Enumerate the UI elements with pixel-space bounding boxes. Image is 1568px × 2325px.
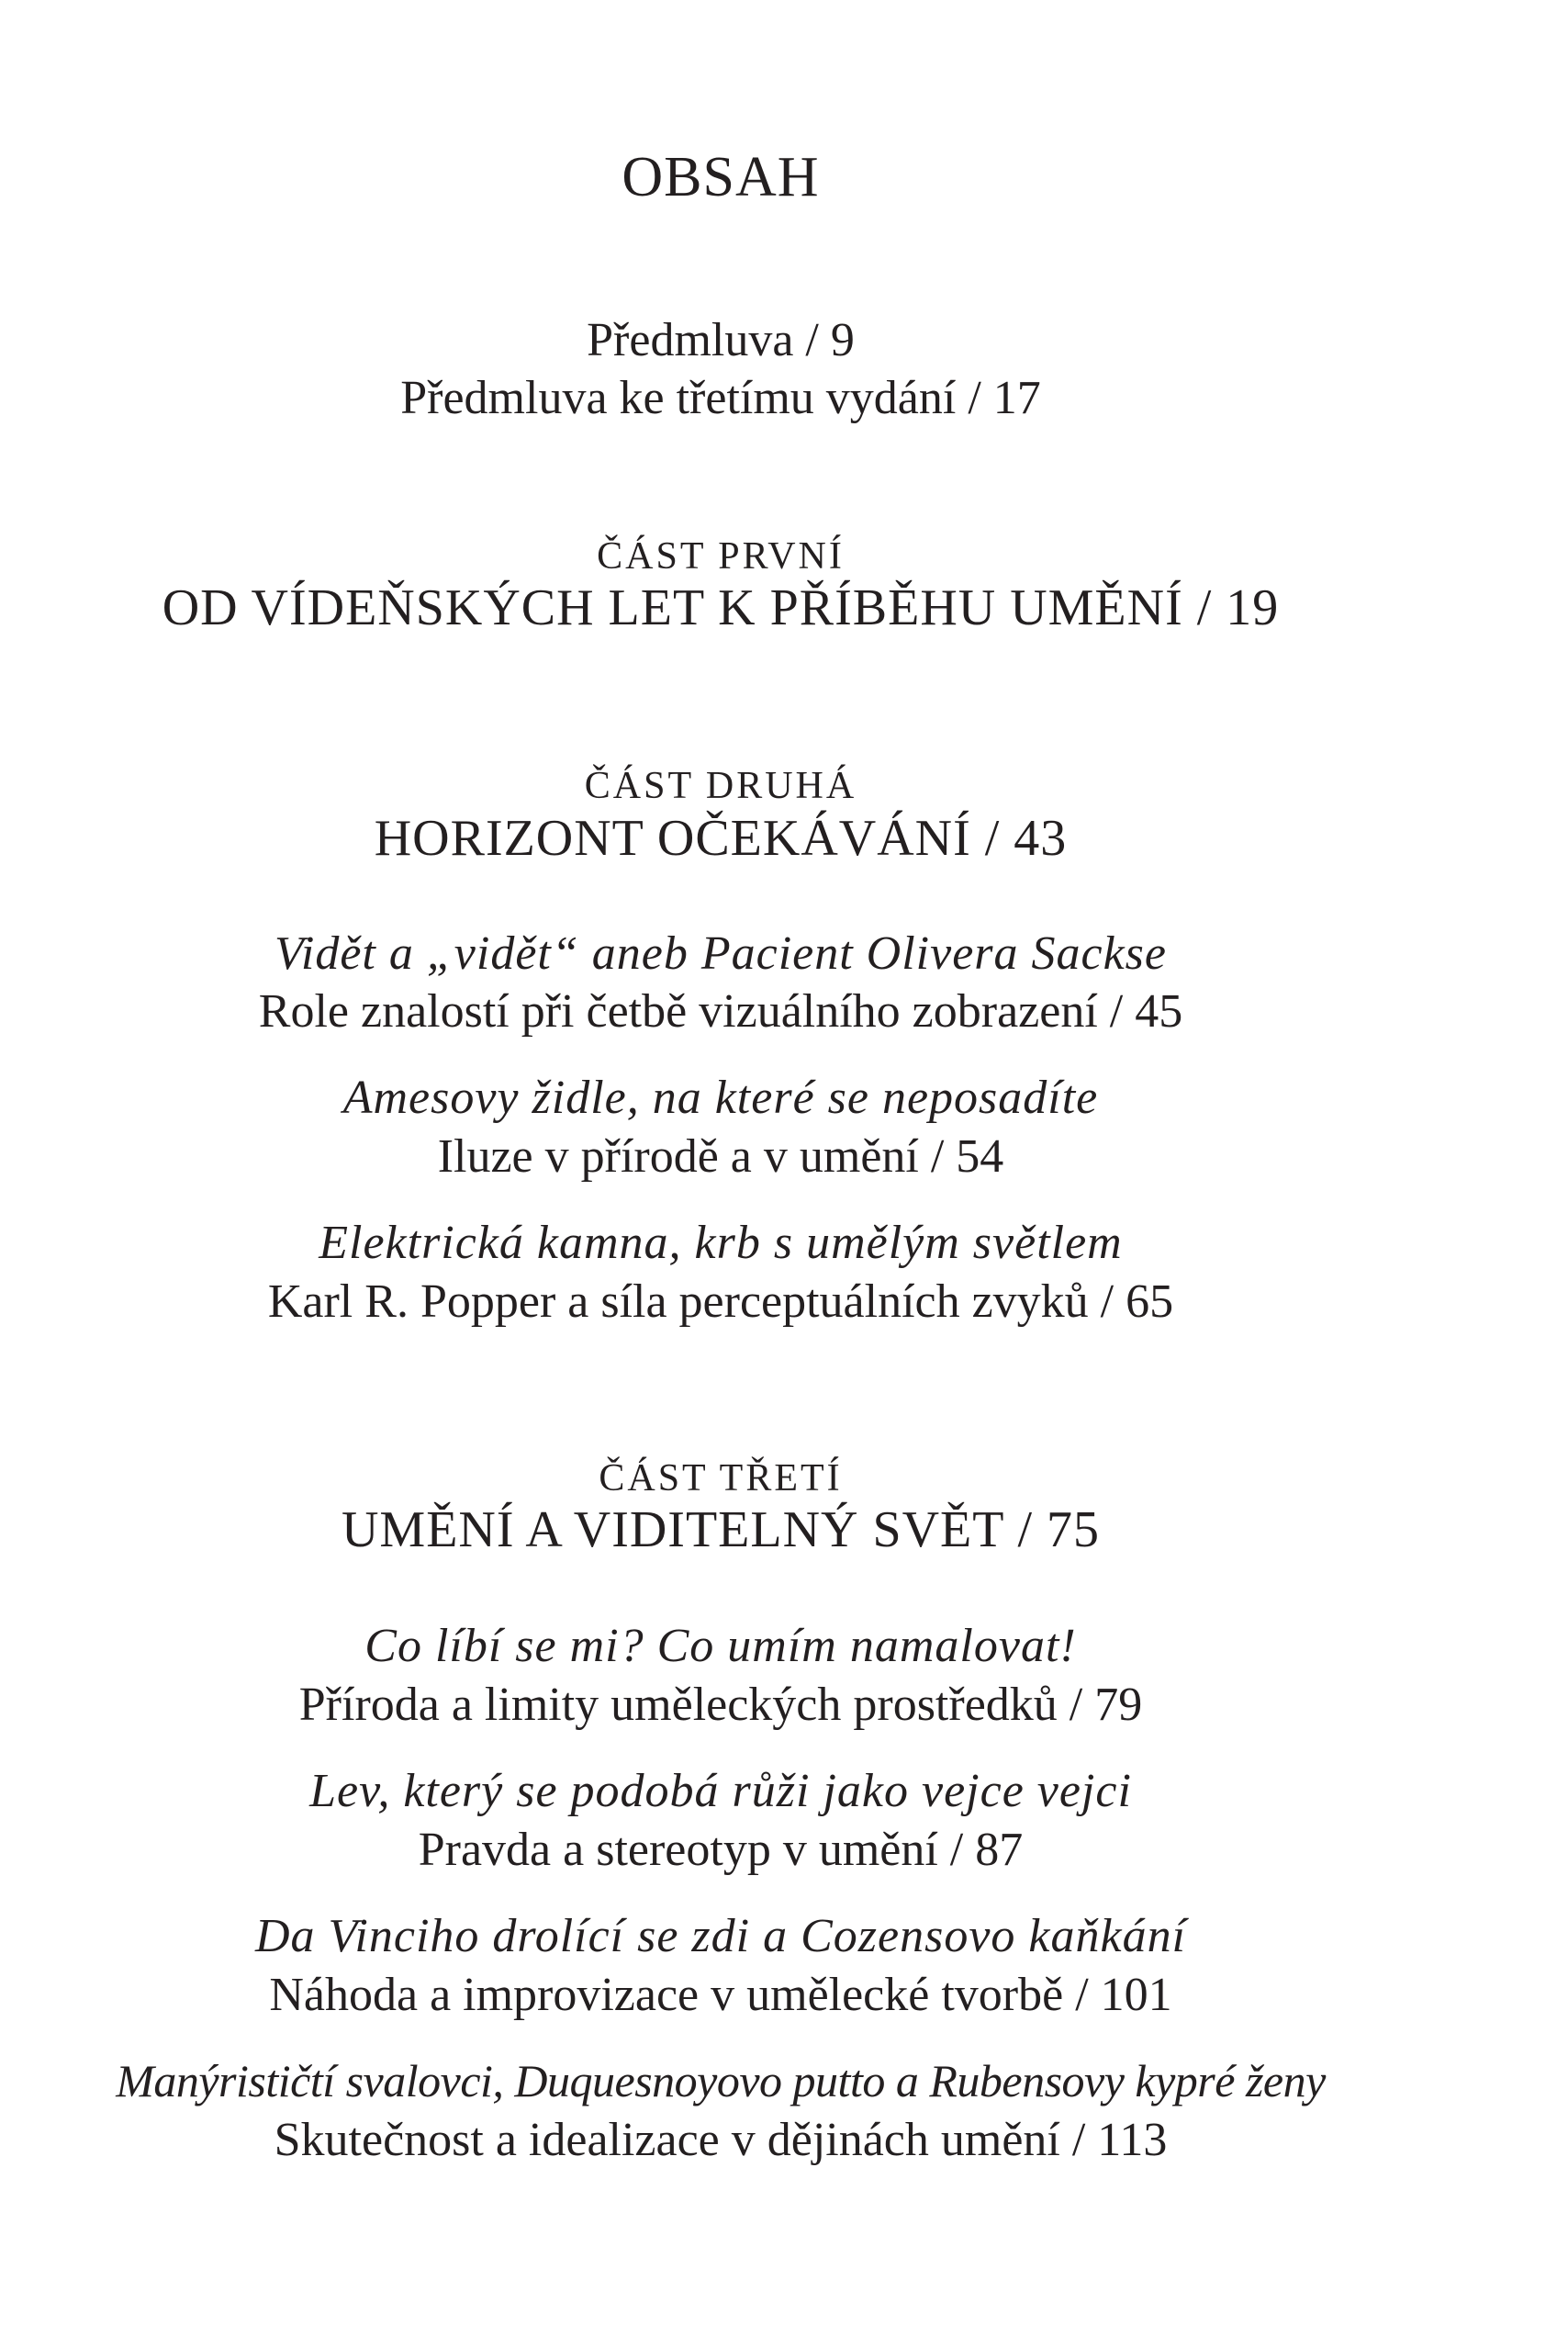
part-2-label: ČÁST DRUHÁ: [584, 765, 857, 807]
part-1-title: OD VÍDEŇSKÝCH LET K PŘÍBĚHU UMĚNÍ / 19: [162, 579, 1280, 636]
chapter-heading: Da Vinciho drolící se zdi a Cozensovo kaňkání: [254, 1910, 1187, 1962]
chapter-heading: Vidět a „vidět“ aneb Pacient Olivera Sackse: [274, 927, 1167, 980]
toc-entry-preface: Předmluva / 9: [587, 314, 855, 366]
chapter-subtitle: Karl R. Popper a síla perceptuálních zvyků / 65: [267, 1275, 1174, 1328]
chapter-heading: Elektrická kamna, krb s umělým světlem: [319, 1217, 1123, 1269]
chapter-subtitle: Náhoda a improvizace v umělecké tvorbě / 101: [269, 1969, 1172, 2021]
toc-entry-third-edition-preface: Předmluva ke třetímu vydání / 17: [400, 372, 1041, 424]
part-3-title: UMĚNÍ A VIDITELNÝ SVĚT / 75: [341, 1501, 1100, 1558]
chapter-heading: Lev, který se podobá růži jako vejce vejci: [309, 1765, 1132, 1817]
chapter-heading: Manýrističtí svalovci, Duquesnoyovo putto a Rubensovy kypré ženy: [116, 2055, 1326, 2106]
chapter-heading: Amesovy židle, na které se neposadíte: [342, 1072, 1099, 1124]
chapter-subtitle: Skutečnost a idealizace v dějinách umění / 113: [274, 2114, 1168, 2166]
part-3-label: ČÁST TŘETÍ: [599, 1457, 843, 1499]
chapter-subtitle: Pravda a stereotyp v umění / 87: [418, 1824, 1024, 1876]
chapter-subtitle: Iluze v přírodě a v umění / 54: [437, 1130, 1004, 1183]
chapter-subtitle: Role znalostí při četbě vizuálního zobrazení / 45: [258, 985, 1183, 1038]
part-2-title: HORIZONT OČEKÁVÁNÍ / 43: [374, 810, 1068, 867]
chapter-heading: Co líbí se mi? Co umím namalovat!: [364, 1620, 1077, 1672]
part-1-label: ČÁST PRVNÍ: [597, 535, 845, 578]
page-title: OBSAH: [622, 146, 820, 208]
chapter-subtitle: Příroda a limity uměleckých prostředků / 79: [298, 1679, 1143, 1731]
